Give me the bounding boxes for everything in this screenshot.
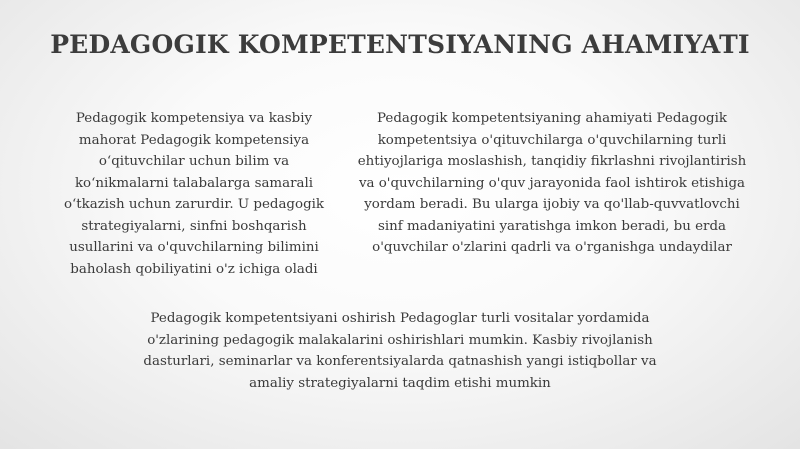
slide-title: PEDAGOGIK KOMPETENTSIYANING AHAMIYATI: [50, 30, 750, 59]
text-block-importance: Pedagogik kompetentsiyaning ahamiyati Pedagogik kompetentsiya o'qituvchilarga o'quvchilarning turli ehtiyojlariga moslashish, tanqidiy fikrlashni rivojlantirish va o'quvchilarning o'quv jarayonida faol ishtirok etishiga yordam beradi. Bu ularga ijobiy va qo'llab-quvvatlovchi sinf madaniyatini yaratishga imkon beradi, bu erda o'quvchilar o'zlarini qadrli va o'rganishga undaydilar: [357, 111, 747, 255]
text-block-improvement: Pedagogik kompetentsiyani oshirish Pedagoglar turli vositalar yordamida o'zlarining pedagogik malakalarini oshirishlari mumkin. Kasbiy rivojlanish dasturlari, seminarlar va konferentsiyalarda qatnashish yangi istiqbollar va amaliy strategiyalarni taqdim etishi mumkin: [143, 311, 657, 391]
text-block-competence-and-mastery: Pedagogik kompetensiya va kasbiy mahorat Pedagogik kompetensiya o‘qituvchilar uchun bilim va ko‘nikmalarni talabalarga samarali o‘tkazish uchun zarurdir. U pedagogik strategiyalarni, sinfni boshqarish usullarini va o'quvchilarning bilimini baholash qobiliyatini o'z ichiga oladi: [63, 111, 325, 277]
